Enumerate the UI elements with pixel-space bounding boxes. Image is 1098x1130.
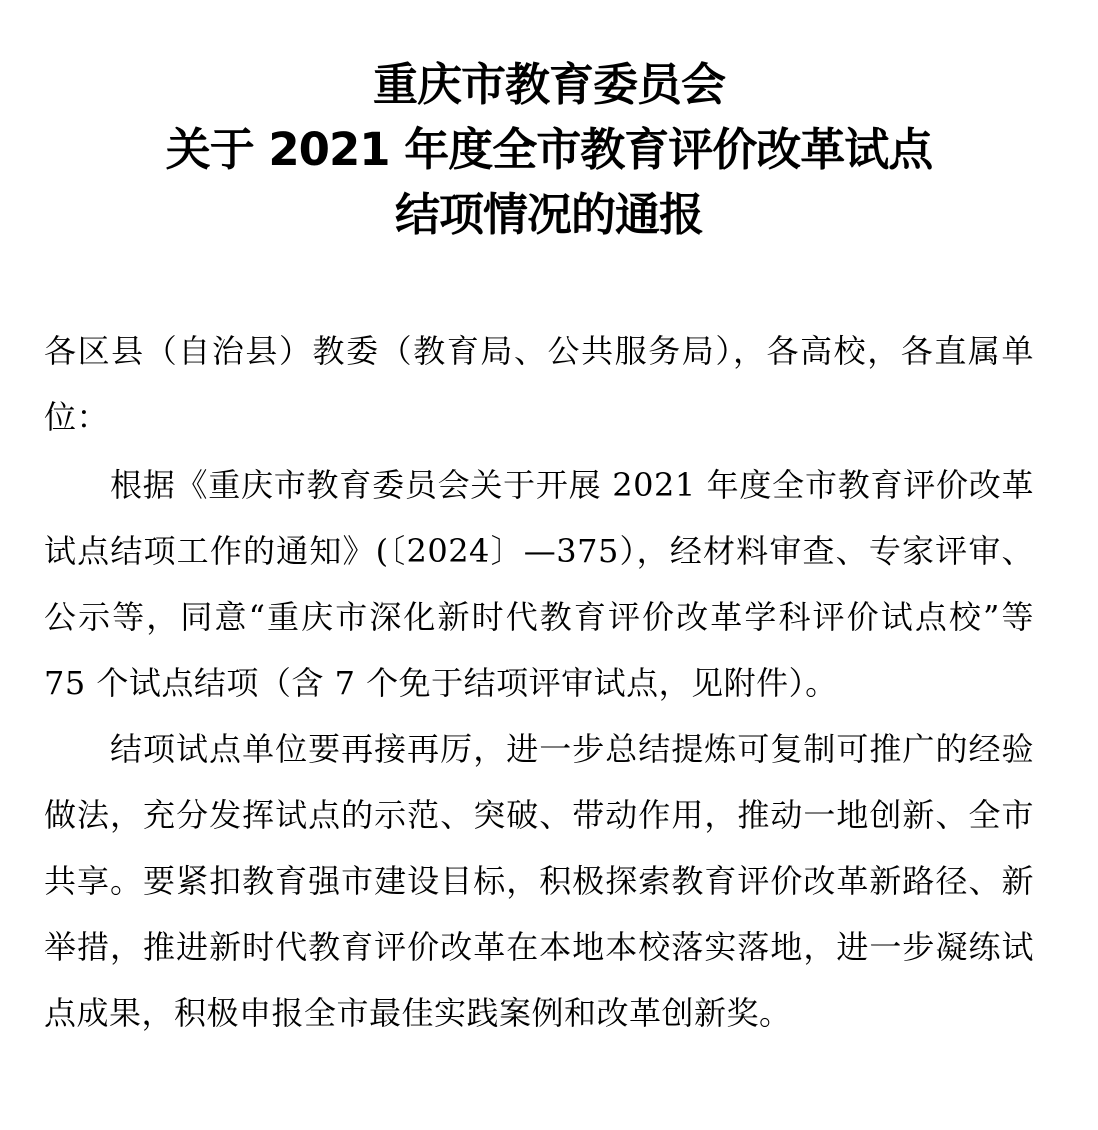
body-paragraph-2: 结项试点单位要再接再厉，进一步总结提炼可复制可推广的经验做法，充分发挥试点的示范、突破、带动作用，推动一地创新、全市共享。要紧扣教育强市建设目标，积极探索教育评价改革新路径、新举措，推进新时代教育评价改革在本地本校落实落地，进一步凝练试点成果，积极申报全市最佳实践案例和改革创新奖。: [44, 730, 1034, 1032]
body-paragraph-1: 根据《重庆市教育委员会关于开展 2021 年度全市教育评价改革试点结项工作的通知》(〔2024〕—375），经材料审查、专家评审、公示等，同意“重庆市深化新时代教育评价改革学科评价试点校”等 75 个试点结项（含 7 个免于结项评审试点，见附件）。: [44, 466, 1034, 702]
title-line-1: 重庆市教育委员会: [372, 58, 725, 111]
title-line-3: 结项情况的通报: [394, 188, 703, 241]
title-line-2: 关于 2021 年度全市教育评价改革试点: [165, 123, 933, 176]
addressee-line: 各区县（自治县）教委（教育局、公共服务局），各高校，各直属单位：: [44, 332, 1034, 436]
